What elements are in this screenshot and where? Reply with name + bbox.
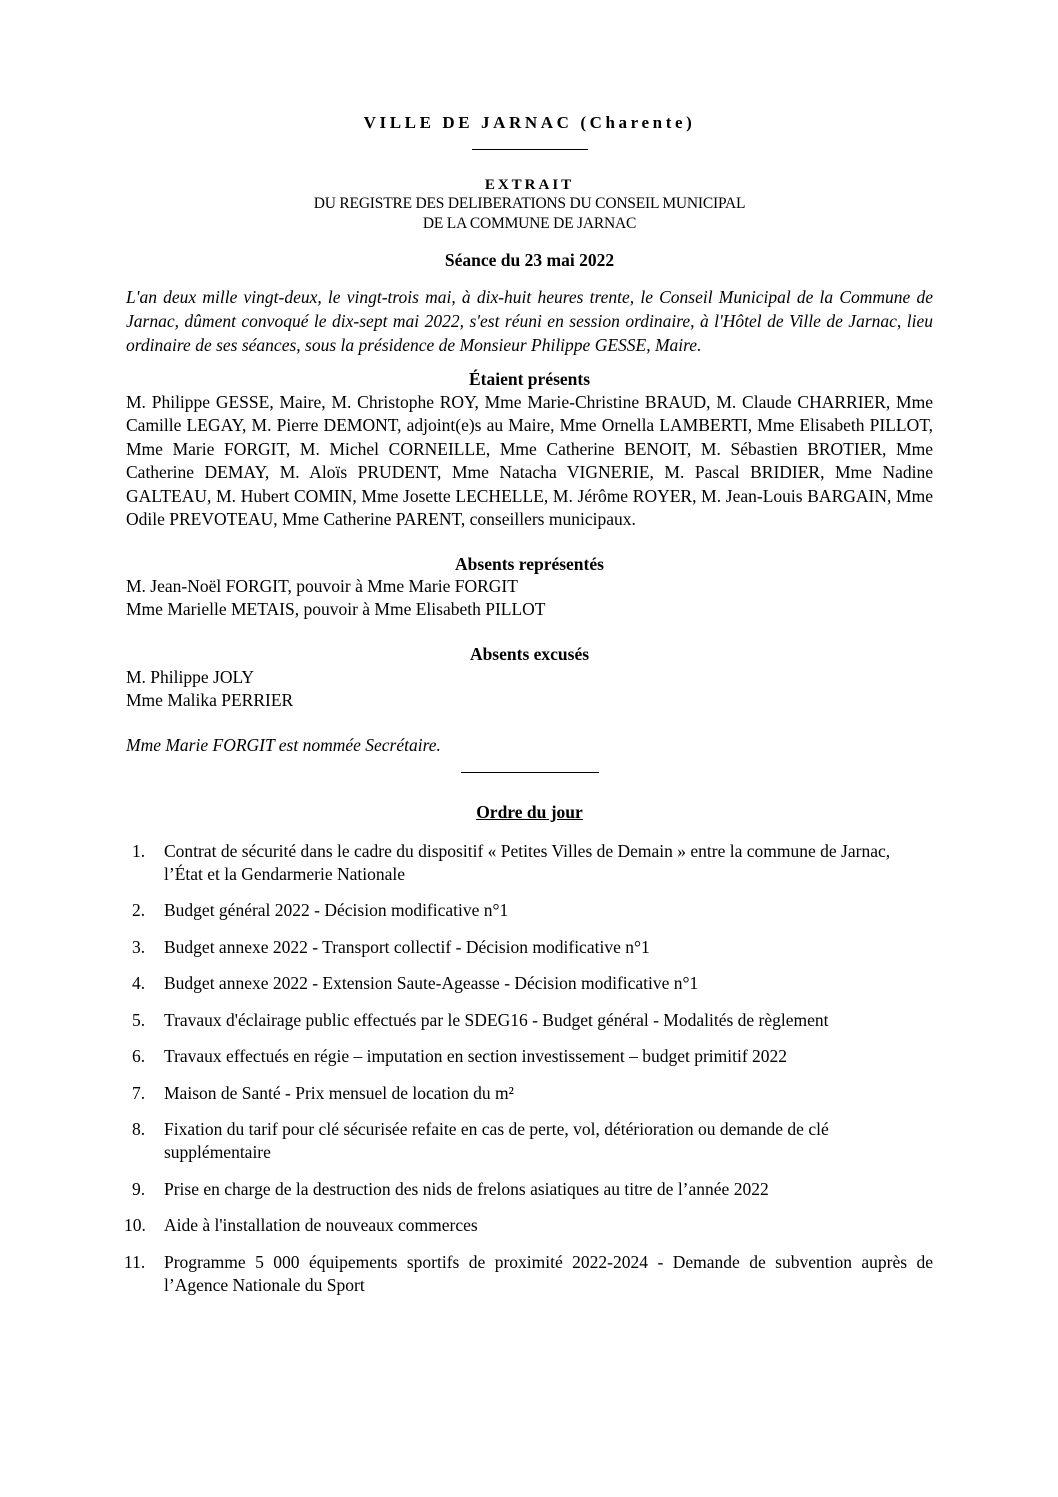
agenda-item-number: 1.: [132, 840, 146, 861]
secretaire-note: Mme Marie FORGIT est nommée Secrétaire.: [126, 734, 441, 755]
represented-title: Absents représentés: [455, 553, 604, 574]
agenda-item-number: 10.: [124, 1215, 146, 1235]
registre-line-2: DE LA COMMUNE DE JARNAC: [422, 214, 637, 232]
agenda-item-text: Budget général 2022 - Décision modificative n°1: [164, 900, 509, 920]
represented-line: M. Jean-Noël FORGIT, pouvoir à Mme Marie FORGIT: [126, 576, 518, 596]
agenda-item-text: Travaux effectués en régie – imputation en section investissement – budget primitif 2022: [164, 1046, 788, 1066]
agenda-item: [126, 1214, 933, 1237]
agenda-item: [126, 1082, 933, 1105]
agenda-item-number: 3.: [132, 936, 146, 957]
agenda-item-number: 7.: [132, 1082, 146, 1103]
agenda-item: [126, 899, 933, 922]
agenda-item-text: Aide à l'installation de nouveaux commerces: [164, 1215, 478, 1235]
agenda-item: [126, 1251, 933, 1297]
agenda-item: [126, 1118, 933, 1164]
town-heading: VILLE DE JARNAC (Charente): [363, 113, 696, 132]
extrait-heading: EXTRAIT: [484, 176, 575, 193]
agenda-item: [126, 840, 933, 886]
agenda-item-number: 5.: [132, 1009, 146, 1030]
registre-line-1: DU REGISTRE DES DELIBERATIONS DU CONSEIL MUNICIPAL: [313, 194, 746, 212]
agenda-item: [126, 1045, 933, 1068]
agenda-list: [126, 840, 933, 1297]
agenda-item: [126, 972, 933, 995]
presents-title: Étaient présents: [468, 369, 591, 389]
agenda-item-text: Prise en charge de la destruction des nids de frelons asiatiques au titre de l’année 2022: [164, 1178, 769, 1199]
agenda-item-number: 11.: [124, 1251, 146, 1272]
seance-date: Séance du 23 mai 2022: [444, 249, 615, 270]
agenda-item: [126, 936, 933, 959]
header-divider: [472, 149, 588, 150]
agenda-item-number: 2.: [132, 900, 146, 920]
agenda-title: Ordre du jour: [476, 802, 583, 822]
excused-title: Absents excusés: [469, 644, 590, 664]
intro-paragraph: L'an deux mille vingt-deux, le vingt-trois mai, à dix-huit heures trente, le Conseil Municipal de la Commune de Jarnac, dûment convoqué le dix-sept mai 2022, s'est réuni en session ordinaire, à l'Hôtel de Ville de Jarnac, lieu ordinaire de ses séances, sous la présidence de Monsieur Philippe GESSE, Maire.: [126, 287, 933, 355]
excused-line: Mme Malika PERRIER: [126, 689, 294, 710]
presents-list: M. Philippe GESSE, Maire, M. Christophe ROY, Mme Marie-Christine BRAUD, M. Claude CHARRIER, Mme Camille LEGAY, M. Pierre DEMONT, adjoint(e)s au Maire, Mme Ornella LAMBERTI, Mme Elisabeth PILLOT, Mme Marie FORGIT, M. Michel CORNEILLE, Mme Catherine BENOIT, M. Sébastien BROTIER, Mme Catherine DEMAY, M. Aloïs PRUDENT, Mme Natacha VIGNERIE, M. Pascal BRIDIER, Mme Nadine GALTEAU, M. Hubert COMIN, Mme Josette LECHELLE, M. Jérôme ROYER, M. Jean-Louis BARGAIN, Mme Odile PREVOTEAU, Mme Catherine PARENT, conseillers municipaux.: [126, 391, 933, 529]
agenda-item-text: Contrat de sécurité dans le cadre du dispositif « Petites Villes de Demain » entre la commune de Jarnac, l’État et la Gendarmerie Nationale: [164, 840, 891, 884]
agenda-item-number: 4.: [132, 973, 146, 993]
document-page: [126, 112, 933, 1310]
agenda-item-number: 9.: [132, 1178, 146, 1199]
agenda-item-number: 6.: [132, 1046, 146, 1066]
agenda-item-number: 8.: [132, 1119, 146, 1139]
represented-line: Mme Marielle METAIS, pouvoir à Mme Elisabeth PILLOT: [126, 599, 546, 619]
agenda-item: [126, 1009, 933, 1032]
agenda-item-text: Fixation du tarif pour clé sécurisée refaite en cas de perte, vol, détérioration ou demande de clé supplémentaire: [164, 1119, 829, 1162]
agenda-item: [126, 1178, 933, 1201]
excused-line: M. Philippe JOLY: [126, 666, 255, 687]
agenda-item-text: Budget annexe 2022 - Extension Saute-Ageasse - Décision modificative n°1: [164, 973, 699, 993]
agenda-item-text: Maison de Santé - Prix mensuel de location du m²: [164, 1082, 514, 1103]
agenda-divider: [461, 772, 599, 773]
agenda-item-text: Travaux d'éclairage public effectués par le SDEG16 - Budget général - Modalités de règlement: [164, 1009, 829, 1030]
agenda-item-text: Budget annexe 2022 - Transport collectif - Décision modificative n°1: [164, 936, 650, 957]
agenda-item-text: Programme 5 000 équipements sportifs de proximité 2022-2024 - Demande de subvention auprès de l’Agence Nationale du Sport: [164, 1251, 933, 1295]
